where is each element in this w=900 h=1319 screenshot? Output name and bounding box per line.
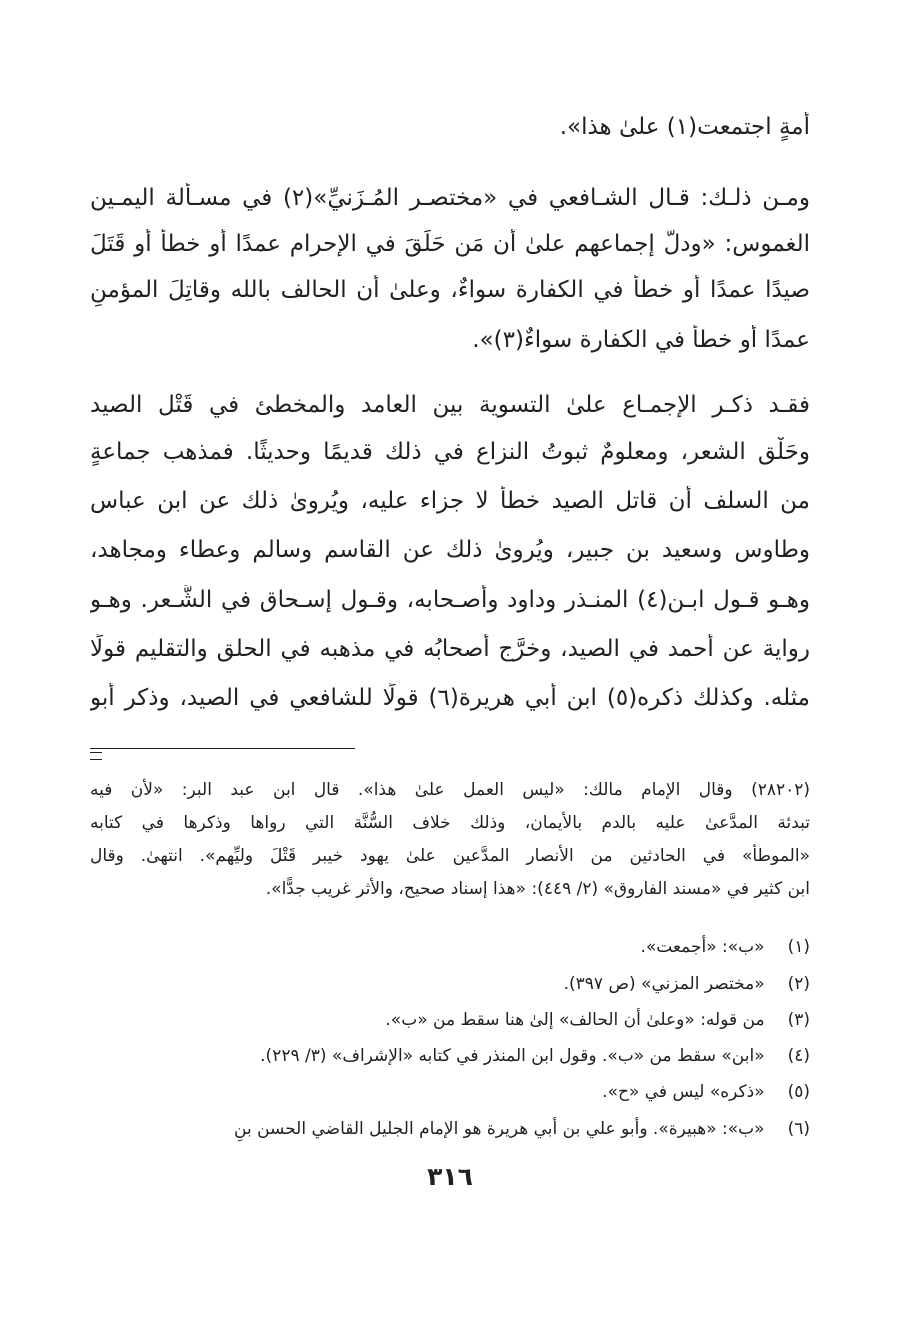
body-line-3: الغموس: «ودلَّ إجماعهم علىٰ أن مَن حَلَقَ في الإحرام عمدًا أو خطأً أو قَتَلَ — [90, 231, 810, 257]
footnote-continuation-line-2: تبدئة المدَّعىٰ عليه بالدم بالأيمان، وذلك خلاف السُّنَّة التي رواها وذكرها في كتابه — [90, 813, 810, 833]
footnote-continuation-line-3: «الموطأ» في الحادثين من الأنصار المدَّعين علىٰ يهود خيبر قَتْلَ وليِّهم». انتهىٰ. وقال — [90, 846, 810, 866]
body-line-7: وحَلْق الشعر، ومعلومٌ ثبوتُ النزاع في ذلك قديمًا وحديثًا. فمذهب جماعةٍ — [90, 439, 810, 465]
body-line-2: ومـن ذلـك: قـال الشـافعي في «مختصـر المُـزَنيِّ»(٢) في مسـألة اليمـين — [90, 185, 810, 211]
footnote-number: (٣) — [787, 1010, 810, 1030]
body-line-9: وطاوس وسعيد بن جبير، ويُروىٰ ذلك عن القاسم وسالم وعطاء ومجاهد، — [90, 537, 810, 563]
body-line-1: أُمةٍ اجتمعت(١) علىٰ هذا». — [559, 114, 810, 140]
footnote-text: «ذكره» ليس في «ح». — [602, 1082, 765, 1102]
footnote-6 — [90, 1117, 810, 1143]
footnote-number: (٥) — [787, 1082, 810, 1102]
footnote-1 — [90, 935, 810, 961]
footnote-number: (١) — [787, 937, 810, 957]
body-line-8: من السلف أن قاتل الصيد خطأً لا جزاء عليه، ويُروىٰ ذلك عن ابن عباس — [90, 488, 810, 514]
footnote-2 — [90, 972, 810, 998]
body-line-6: فقـد ذكـر الإجمـاع علىٰ التسوية بين العامد والمخطئ في قَتْل الصيد — [90, 392, 810, 418]
body-line-10: وهـو قـول ابـن(٤) المنـذر وداود وأصـحابه، وقـول إسـحاق في الشَّـعر. وهـو — [90, 587, 810, 613]
footnote-text: «ب»: «أجمعت». — [640, 937, 765, 957]
footnote-text: من قوله: «وعلىٰ أن الحالف» إلىٰ هنا سقط من «ب». — [385, 1010, 765, 1030]
continuation-mark — [90, 752, 102, 760]
body-line-11: رواية عن أحمد في الصيد، وخرَّج أصحابُه في مذهبه في الحلق والتقليم قولًا — [90, 636, 810, 662]
footnote-5 — [90, 1080, 810, 1106]
body-line-12: مثله. وكذلك ذكره(٥) ابن أبي هريرة(٦) قولًا للشافعي في الصيد، وذكر أبو — [90, 685, 810, 711]
footnote-text: «ب»: «هبيرة». وأبو علي بن أبي هريرة هو الإمام الجليل القاضي الحسن بنِ — [234, 1119, 765, 1139]
body-line-4: صيدًا عمدًا أو خطأً في الكفارة سواءٌ، وعلىٰ أن الحالف بالله وقاتِلَ المؤمنِ — [90, 277, 810, 303]
footnote-number: (٤) — [787, 1046, 810, 1066]
footnote-number: (٦) — [787, 1119, 810, 1139]
footnote-divider — [90, 748, 355, 749]
footnote-number: (٢) — [787, 974, 810, 994]
footnote-text: «ابن» سقط من «ب». وقول ابن المنذر في كتابه «الإشراف» (٣/ ٢٢٩). — [260, 1046, 765, 1066]
page-number: ٣١٦ — [427, 1162, 473, 1191]
footnote-3 — [90, 1008, 810, 1034]
footnote-4 — [90, 1044, 810, 1070]
footnote-continuation-line-4: ابن كثير في «مسند الفاروق» (٢/ ٤٤٩): «هذا إسناد صحيح، والأثر غريب جدًّا». — [265, 879, 810, 899]
footnote-continuation-line-1: (٢٨٢٠٢) وقال الإمام مالك: «ليس العمل علىٰ هذا». قال ابن عبد البر: «لأن فيه — [90, 780, 810, 800]
body-line-5: عمدًا أو خطأً في الكفارة سواءٌ(٣)». — [472, 327, 810, 353]
footnote-text: «مختصر المزني» (ص ٣٩٧). — [563, 974, 765, 994]
